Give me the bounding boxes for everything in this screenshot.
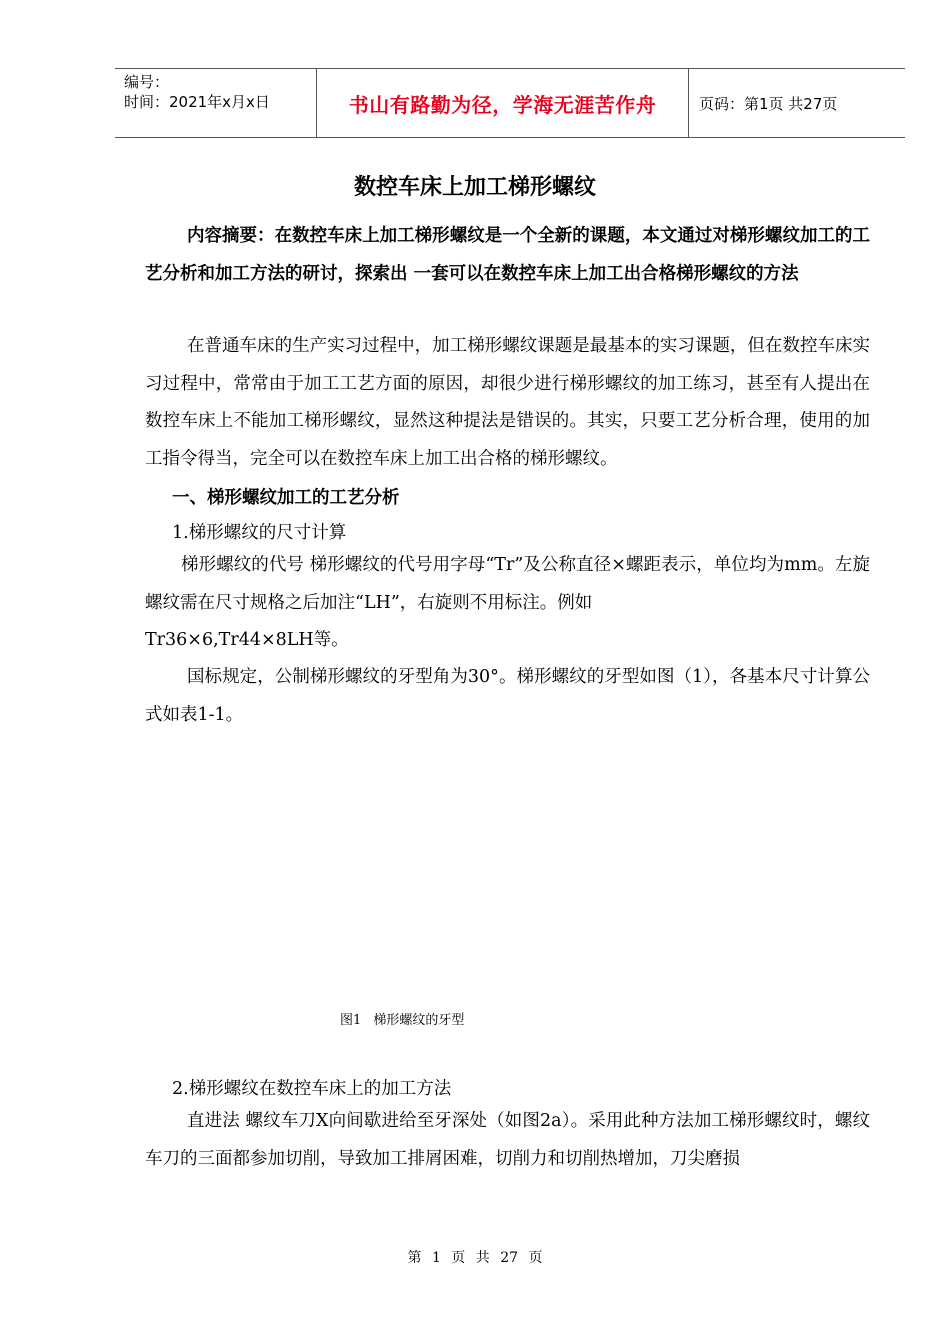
subsection-1-heading: 1.梯形螺纹的尺寸计算 xyxy=(172,523,347,543)
subsection-2-heading: 2.梯形螺纹在数控车床上的加工方法 xyxy=(172,1079,452,1099)
document-title: 数控车床上加工梯形螺纹 xyxy=(353,175,596,200)
section-1-heading: 一、梯形螺纹加工的工艺分析 xyxy=(172,488,400,508)
figure-caption: 图1 梯形螺纹的牙型 xyxy=(340,1013,465,1028)
page-footer: 第 1 页 共 27 页 xyxy=(407,1250,543,1266)
header-motto: 书山有路勤为径，学海无涯苦作舟 xyxy=(348,92,657,117)
intro-paragraph: 在普通车床的生产实习过程中，加工梯形螺纹课题是最基本的实习课题，但在数控车床实习过程中，常常由于加工工艺方面的原因，却很少进行梯形螺纹的加工练习，甚至有人提出在数控车床上不能加工梯形螺纹，显然这种提法是错误的。其实，只要工艺分析合理，使用的加工指令得当，完全可以在数控车床上加工出合格的梯形螺纹。 xyxy=(145,336,870,469)
page-header xyxy=(115,68,905,138)
header-motto-cell xyxy=(316,69,689,137)
header-meta xyxy=(115,69,316,137)
plunge-method-paragraph: 直进法 螺纹车刀X向间歇进给至牙深处（如图2a）。采用此种方法加工梯形螺纹时，螺纹车刀的三面都参加切削，导致加工排屑困难，切削力和切削热增加，刀尖磨损 xyxy=(145,1111,870,1169)
profile-paragraph: 国标规定，公制梯形螺纹的牙型角为30°。梯形螺纹的牙型如图（1），各基本尺寸计算公式如表1-1。 xyxy=(145,667,870,725)
thread-code-paragraph: 梯形螺纹的代号 梯形螺纹的代号用字母“Tr”及公称直径×螺距表示，单位均为mm。左旋螺纹需在尺寸规格之后加注“LH”，右旋则不用标注。例如 xyxy=(145,555,870,613)
header-page-info: 页码：第1页 共27页 xyxy=(699,94,838,113)
number-label: 编号： xyxy=(124,73,170,91)
thread-code-example: Tr36×6,Tr44×8LH等。 xyxy=(145,630,349,650)
abstract: 内容摘要：在数控车床上加工梯形螺纹是一个全新的课题，本文通过对梯形螺纹加工的工艺分析和加工方法的研讨，探索出 一套可以在数控车床上加工出合格梯形螺纹的方法 xyxy=(145,226,870,284)
time-label: 时间：2021年x月x日 xyxy=(124,93,270,111)
